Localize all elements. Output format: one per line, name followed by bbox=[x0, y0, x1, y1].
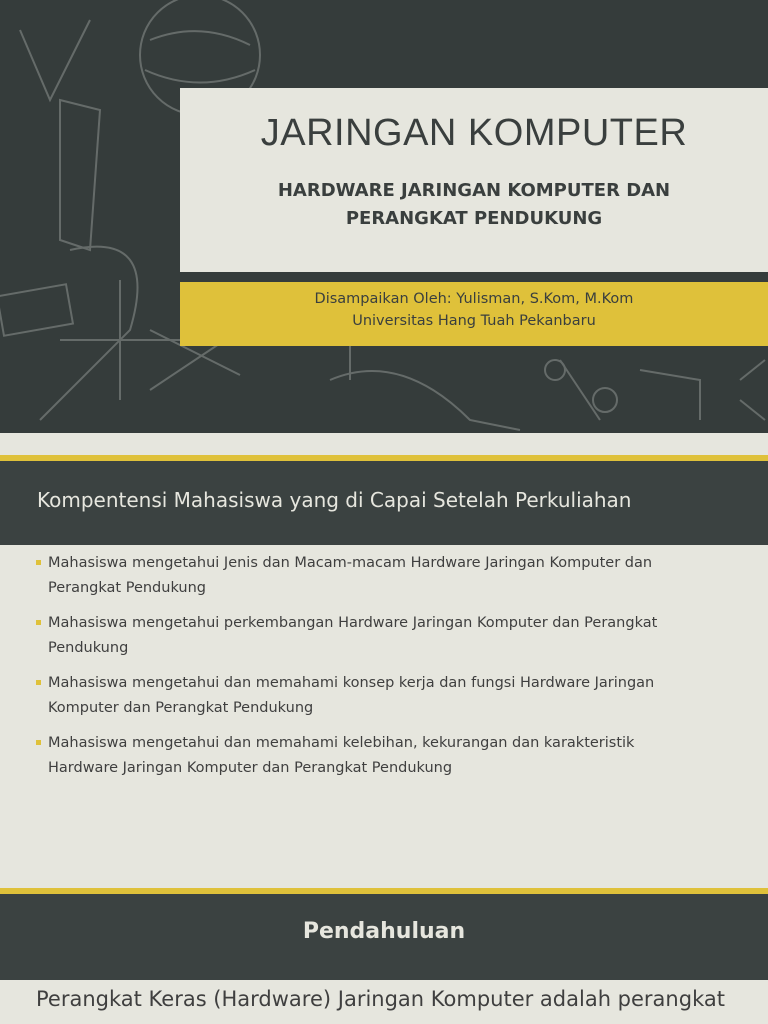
list-item bbox=[36, 551, 726, 601]
competency-list bbox=[36, 551, 726, 791]
bullet-icon bbox=[36, 680, 41, 685]
bullet-icon bbox=[36, 620, 41, 625]
title-slide bbox=[0, 0, 768, 433]
check-mark-icon bbox=[20, 20, 90, 100]
presentation-subtitle bbox=[180, 177, 768, 233]
list-item-text: Perangkat Pendukung bbox=[48, 580, 206, 596]
subtitle-line: HARDWARE JARINGAN KOMPUTER DAN bbox=[277, 180, 671, 201]
list-item bbox=[36, 731, 726, 781]
bullet-icon bbox=[36, 560, 41, 565]
list-item-text: Mahasiswa mengetahui dan memahami konsep kerja dan fungsi Hardware Jaringan bbox=[48, 675, 655, 691]
list-item-text: Pendukung bbox=[48, 640, 129, 656]
list-item-text: Mahasiswa mengetahui dan memahami kelebihan, kekurangan dan karakteristik bbox=[48, 735, 635, 751]
title-panel bbox=[180, 88, 768, 272]
microscope-icon bbox=[60, 100, 100, 250]
introduction-paragraph: Perangkat Keras (Hardware) Jaringan Komputer adalah perangkat bbox=[36, 987, 725, 1011]
list-item-text: Hardware Jaringan Komputer dan Perangkat Pendukung bbox=[48, 760, 453, 776]
slide-heading: Kompentensi Mahasiswa yang di Capai Setelah Perkuliahan bbox=[37, 488, 632, 512]
list-item-text: Komputer dan Perangkat Pendukung bbox=[48, 700, 314, 716]
list-item bbox=[36, 611, 726, 661]
bullet-icon bbox=[36, 740, 41, 745]
percent-sign-icon bbox=[560, 360, 600, 420]
competency-slide bbox=[0, 450, 768, 886]
list-item-text: Mahasiswa mengetahui Jenis dan Macam-macam Hardware Jaringan Komputer dan bbox=[48, 555, 653, 571]
presenter-text: Disampaikan Oleh: Yulisman, S.Kom, M.Kom bbox=[314, 291, 634, 307]
list-item-text: Mahasiswa mengetahui perkembangan Hardware Jaringan Komputer dan Perangkat bbox=[48, 615, 658, 631]
presentation-title: JARINGAN KOMPUTER bbox=[260, 112, 688, 154]
introduction-slide bbox=[0, 886, 768, 1024]
subtitle-line: PERANGKAT PENDUKUNG bbox=[345, 208, 603, 229]
presenter-banner bbox=[180, 282, 768, 346]
institution-text: Universitas Hang Tuah Pekanbaru bbox=[352, 313, 596, 329]
slide-heading: Pendahuluan bbox=[302, 919, 466, 944]
list-item bbox=[36, 671, 726, 721]
